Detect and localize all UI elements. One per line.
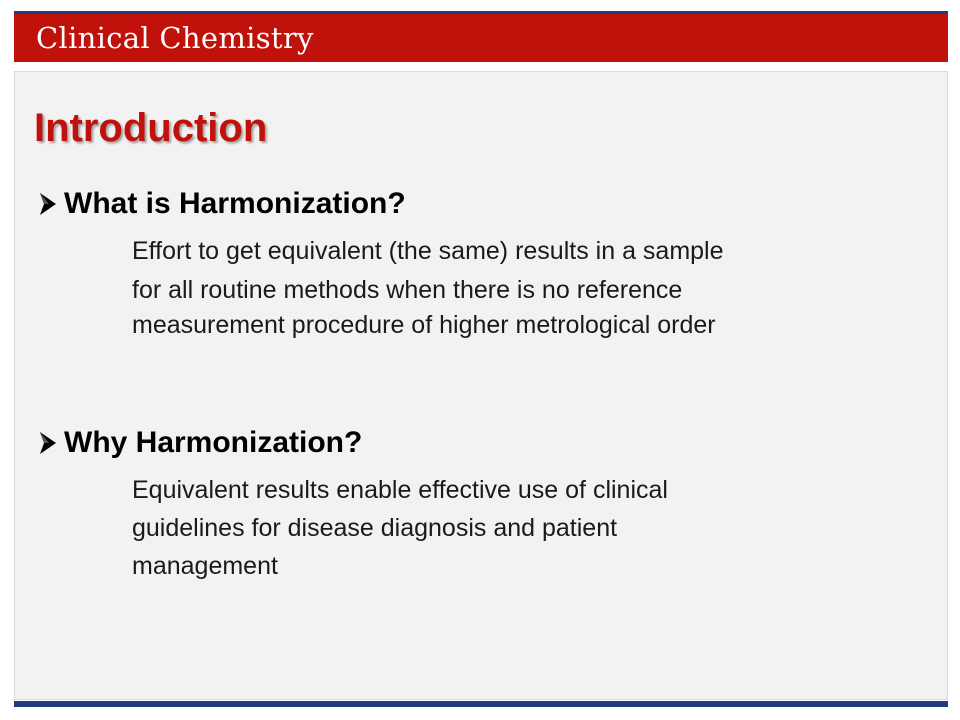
- definition-paragraph: [132, 231, 724, 346]
- bullet-heading-what: [40, 186, 406, 222]
- header-bar: [14, 14, 948, 62]
- paragraph-line: management: [132, 552, 278, 580]
- footer-line: [14, 701, 948, 707]
- paragraph-line: for all routine methods when there is no reference: [132, 276, 683, 304]
- paragraph-line: measurement procedure of higher metrological order: [132, 311, 716, 339]
- arrow-bullet-icon: [40, 193, 56, 215]
- paragraph-line: guidelines for disease diagnosis and patient: [132, 514, 618, 542]
- slide-title: Introduction: [34, 106, 268, 150]
- content-panel: [14, 71, 948, 700]
- arrow-bullet-icon: [40, 432, 56, 454]
- bullet-heading-text: What is Harmonization?: [64, 187, 406, 220]
- rationale-paragraph: [132, 471, 668, 585]
- paragraph-line: Effort to get equivalent (the same) results in a sample: [132, 237, 724, 265]
- bullet-heading-why: [40, 425, 362, 461]
- bullet-heading-text: Why Harmonization?: [64, 426, 363, 459]
- journal-title: Clinical Chemistry: [36, 21, 314, 55]
- paragraph-line: Equivalent results enable effective use of clinical: [132, 476, 668, 504]
